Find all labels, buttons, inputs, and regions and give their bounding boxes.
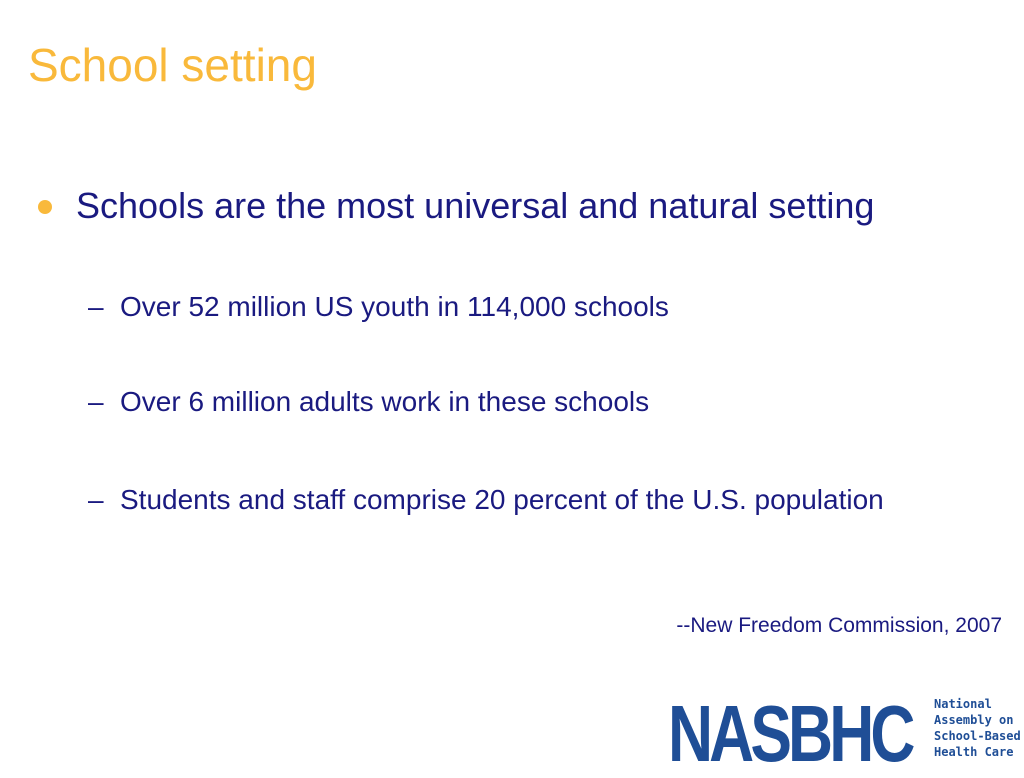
nasbhc-logo [668,689,1024,778]
logo-wordmark [934,696,1021,760]
logo-line: National [934,697,992,711]
logo-line: Assembly on [934,713,1014,727]
slide-title: School setting [28,39,317,91]
dash-icon: – [88,291,104,322]
sub-bullet-youth [88,287,968,326]
main-bullet-text: Schools are the most universal and natural setting [76,185,875,226]
sub-bullet-text: Students and staff comprise 20 percent of the U.S. population [120,484,884,515]
dash-icon: – [88,386,104,417]
sub-bullet-adults [88,382,968,421]
logo-line: School-Based [934,729,1021,743]
citation: --New Freedom Commission, 2007 [676,614,1002,637]
sub-bullet-text: Over 52 million US youth in 114,000 schools [120,291,669,322]
sub-bullet-percent [88,480,968,519]
sub-bullet-text: Over 6 million adults work in these schools [120,386,650,417]
logo-line: Health Care [934,745,1014,759]
main-bullet [38,184,998,227]
logo-mark: NASBHC [668,689,912,778]
dash-icon: – [88,484,104,515]
bullet-dot-icon [38,200,52,214]
